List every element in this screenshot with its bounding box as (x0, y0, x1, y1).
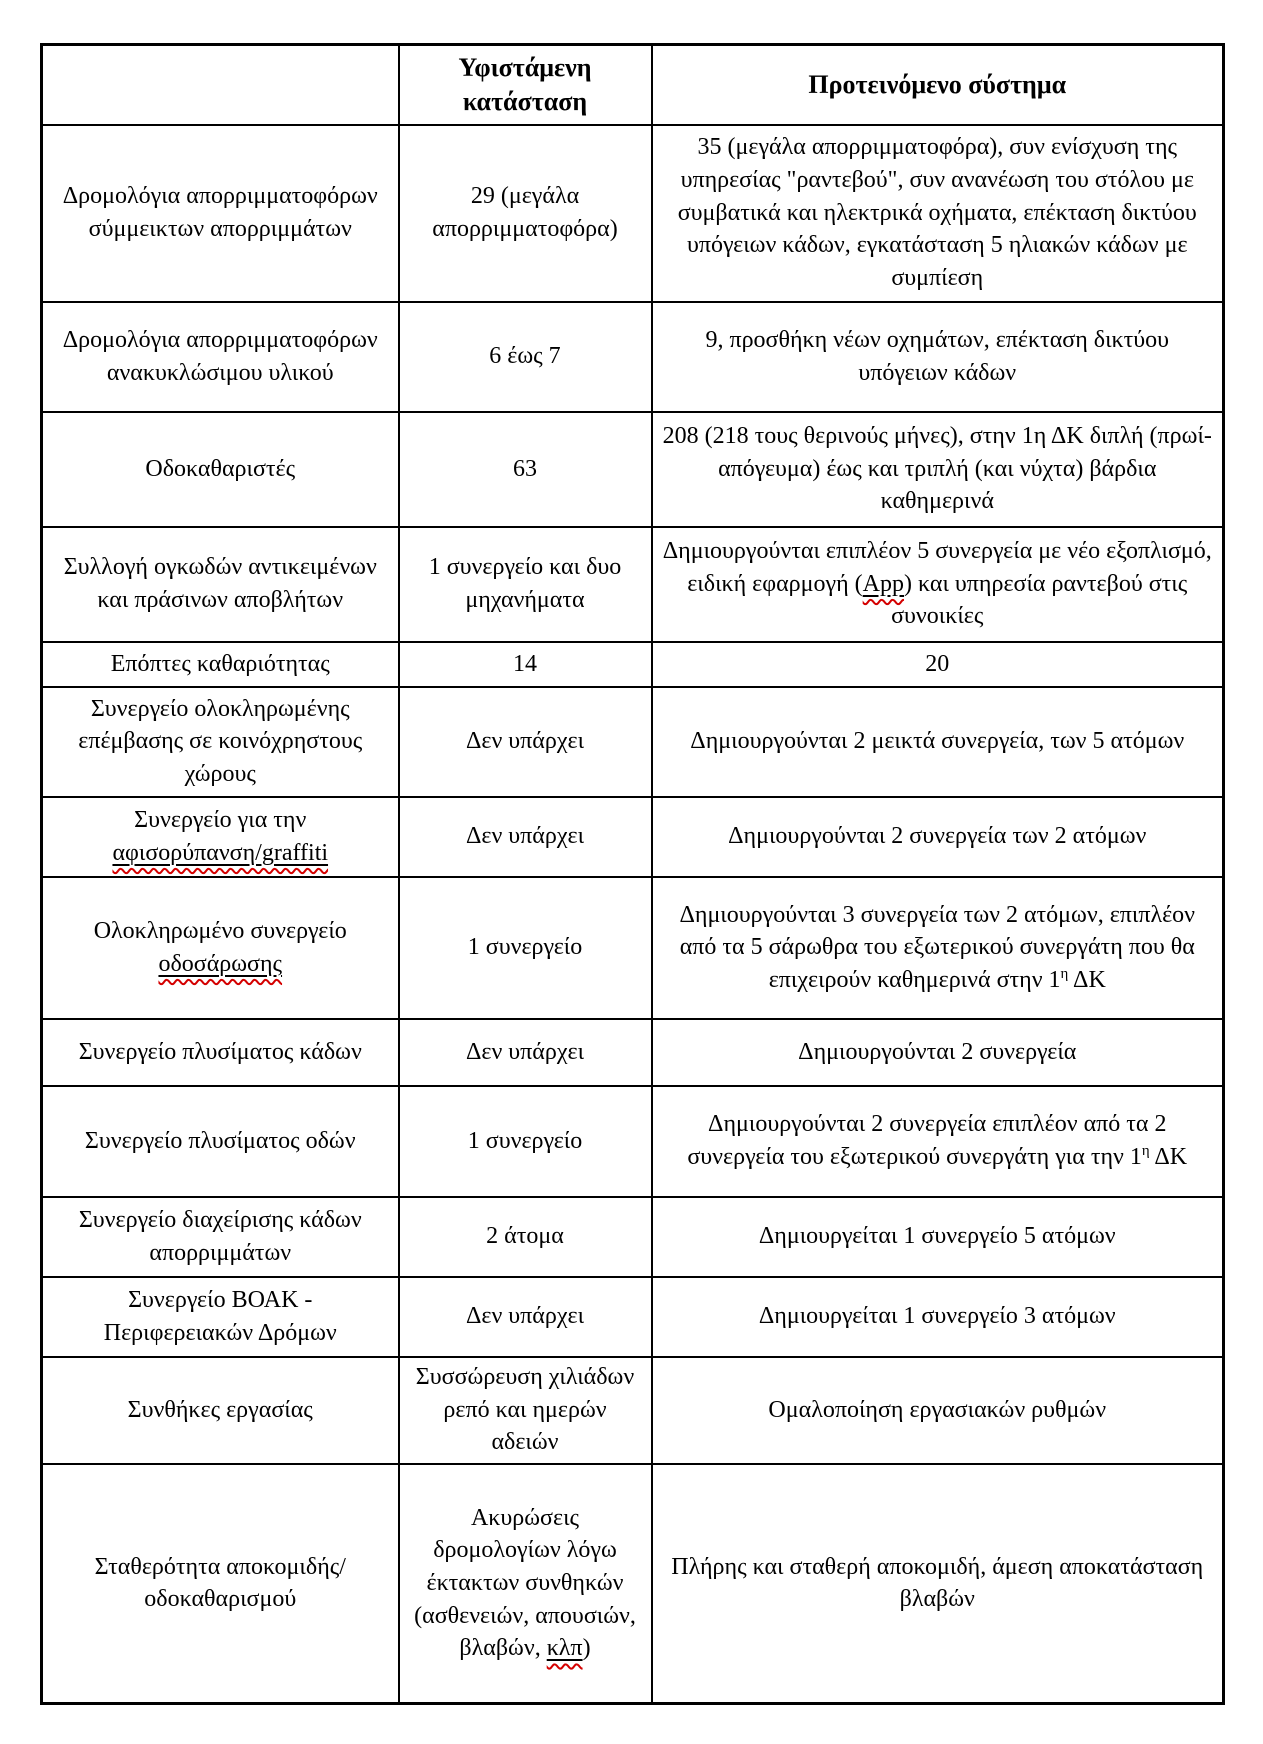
proposed-system-cell: Δημιουργούνται 2 συνεργεία επιπλέον από τα 2 συνεργεία του εξωτερικού συνεργάτη για την $1^\eta$ ΔΚ (652, 1086, 1224, 1197)
current-state-cell: 14 (399, 642, 652, 687)
proposed-system-cell: 20 (652, 642, 1224, 687)
table-row (42, 412, 1224, 527)
table-body (42, 125, 1224, 1704)
row-label-cell: Οδοκαθαριστές (42, 412, 399, 527)
table-row (42, 1464, 1224, 1704)
proposed-system-cell: Δημιουργούνται 2 συνεργεία των 2 ατόμων (652, 797, 1224, 877)
proposed-system-cell: Δημιουργούνται 2 συνεργεία (652, 1019, 1224, 1086)
misspelled-underlined-text: App (862, 570, 905, 597)
current-state-cell: 1 συνεργείο και δυο μηχανήματα (399, 527, 652, 642)
table-row (42, 687, 1224, 797)
misspelled-underlined-text: αφισορύπανση/graffiti (112, 839, 329, 866)
row-label-cell: Επόπτες καθαριότητας (42, 642, 399, 687)
current-state-cell: 6 έως 7 (399, 302, 652, 412)
table-row (42, 1197, 1224, 1277)
row-label-cell: Δρομολόγια απορριμματοφόρων ανακυκλώσιμου υλικού (42, 302, 399, 412)
proposed-system-cell: Δημιουργούνται 2 μεικτά συνεργεία, των 5 ατόμων (652, 687, 1224, 797)
proposed-system-cell: Πλήρης και σταθερή αποκομιδή, άμεση αποκατάσταση βλαβών (652, 1464, 1224, 1704)
row-label-cell: Ολοκληρωμένο συνεργείο οδοσάρωσης (42, 877, 399, 1019)
current-state-cell: 63 (399, 412, 652, 527)
current-state-cell: Συσσώρευση χιλιάδων ρεπό και ημερών αδειών (399, 1357, 652, 1464)
ordinal-superscript: η (1141, 1143, 1150, 1159)
row-label-cell: Σταθερότητα αποκομιδής/οδοκαθαρισμού (42, 1464, 399, 1704)
current-state-cell: Ακυρώσεις δρομολογίων λόγω έκτακτων συνθηκών (ασθενειών, απουσιών, βλαβών, κλπ) (399, 1464, 652, 1704)
current-state-cell: 1 συνεργείο (399, 877, 652, 1019)
header-cell-proposed-system: Προτεινόμενο σύστημα (652, 45, 1224, 125)
current-state-cell: 2 άτομα (399, 1197, 652, 1277)
row-label-cell: Συνεργείο ΒΟΑΚ - Περιφερειακών Δρόμων (42, 1277, 399, 1357)
row-label-cell: Συνεργείο διαχείρισης κάδων απορριμμάτων (42, 1197, 399, 1277)
row-label-cell: Συλλογή ογκωδών αντικειμένων και πράσινων αποβλήτων (42, 527, 399, 642)
table-row (42, 877, 1224, 1019)
comparison-table (40, 43, 1225, 1705)
misspelled-underlined-text: κλπ (546, 1635, 583, 1662)
row-label-cell: Συνεργείο πλυσίματος οδών (42, 1086, 399, 1197)
table-row (42, 797, 1224, 877)
ordinal-superscript: η (1060, 965, 1069, 982)
table-row (42, 527, 1224, 642)
table-row (42, 1086, 1224, 1197)
row-label-cell: Συνεργείο πλυσίματος κάδων (42, 1019, 399, 1086)
current-state-cell: Δεν υπάρχει (399, 797, 652, 877)
table-row (42, 1019, 1224, 1086)
table-row (42, 1277, 1224, 1357)
header-row (42, 45, 1224, 125)
proposed-system-cell: 35 (μεγάλα απορριμματοφόρα), συν ενίσχυση της υπηρεσίας "ραντεβού", συν ανανέωση του στόλου με συμβατικά και ηλεκτρικά οχήματα, επέκταση δικτύου υπόγειων κάδων, εγκατάσταση 5 ηλιακών κάδων με συμπίεση (652, 125, 1224, 302)
row-label-cell: Συνεργείο ολοκληρωμένης επέμβασης σε κοινόχρηστους χώρους (42, 687, 399, 797)
current-state-cell: 29 (μεγάλα απορριμματοφόρα) (399, 125, 652, 302)
proposed-system-cell: 9, προσθήκη νέων οχημάτων, επέκταση δικτύου υπόγειων κάδων (652, 302, 1224, 412)
proposed-system-cell: 208 (218 τους θερινούς μήνες), στην 1η ΔΚ διπλή (πρωί-απόγευμα) έως και τριπλή (και νύχτα) βάρδια καθημερινά (652, 412, 1224, 527)
table-row (42, 642, 1224, 687)
proposed-system-cell: Δημιουργείται 1 συνεργείο 3 ατόμων (652, 1277, 1224, 1357)
proposed-system-cell: Δημιουργούνται επιπλέον 5 συνεργεία με νέο εξοπλισμό, ειδική εφαρμογή (App) και υπηρεσία ραντεβού στις συνοικίες (652, 527, 1224, 642)
row-label-cell: Συνθήκες εργασίας (42, 1357, 399, 1464)
row-label-cell: Δρομολόγια απορριμματοφόρων σύμμεικτων απορριμμάτων (42, 125, 399, 302)
table-row (42, 125, 1224, 302)
header-cell-blank (42, 45, 399, 125)
current-state-cell: Δεν υπάρχει (399, 1019, 652, 1086)
table-header (42, 45, 1224, 125)
proposed-system-cell: Ομαλοποίηση εργασιακών ρυθμών (652, 1357, 1224, 1464)
misspelled-underlined-text: οδοσάρωσης (158, 950, 283, 977)
current-state-cell: 1 συνεργείο (399, 1086, 652, 1197)
table-row (42, 1357, 1224, 1464)
proposed-system-cell: Δημιουργούνται 3 συνεργεία των 2 ατόμων, επιπλέον από τα 5 σάρωθρα του εξωτερικού συνεργάτη που θα επιχειρούν καθημερινά στην $1^\eta$ ΔΚ (652, 877, 1224, 1019)
proposed-system-cell: Δημιουργείται 1 συνεργείο 5 ατόμων (652, 1197, 1224, 1277)
current-state-cell: Δεν υπάρχει (399, 1277, 652, 1357)
table-row (42, 302, 1224, 412)
current-state-cell: Δεν υπάρχει (399, 687, 652, 797)
header-cell-current-state: Υφιστάμενη κατάσταση (399, 45, 652, 125)
row-label-cell: Συνεργείο για την αφισορύπανση/graffiti (42, 797, 399, 877)
